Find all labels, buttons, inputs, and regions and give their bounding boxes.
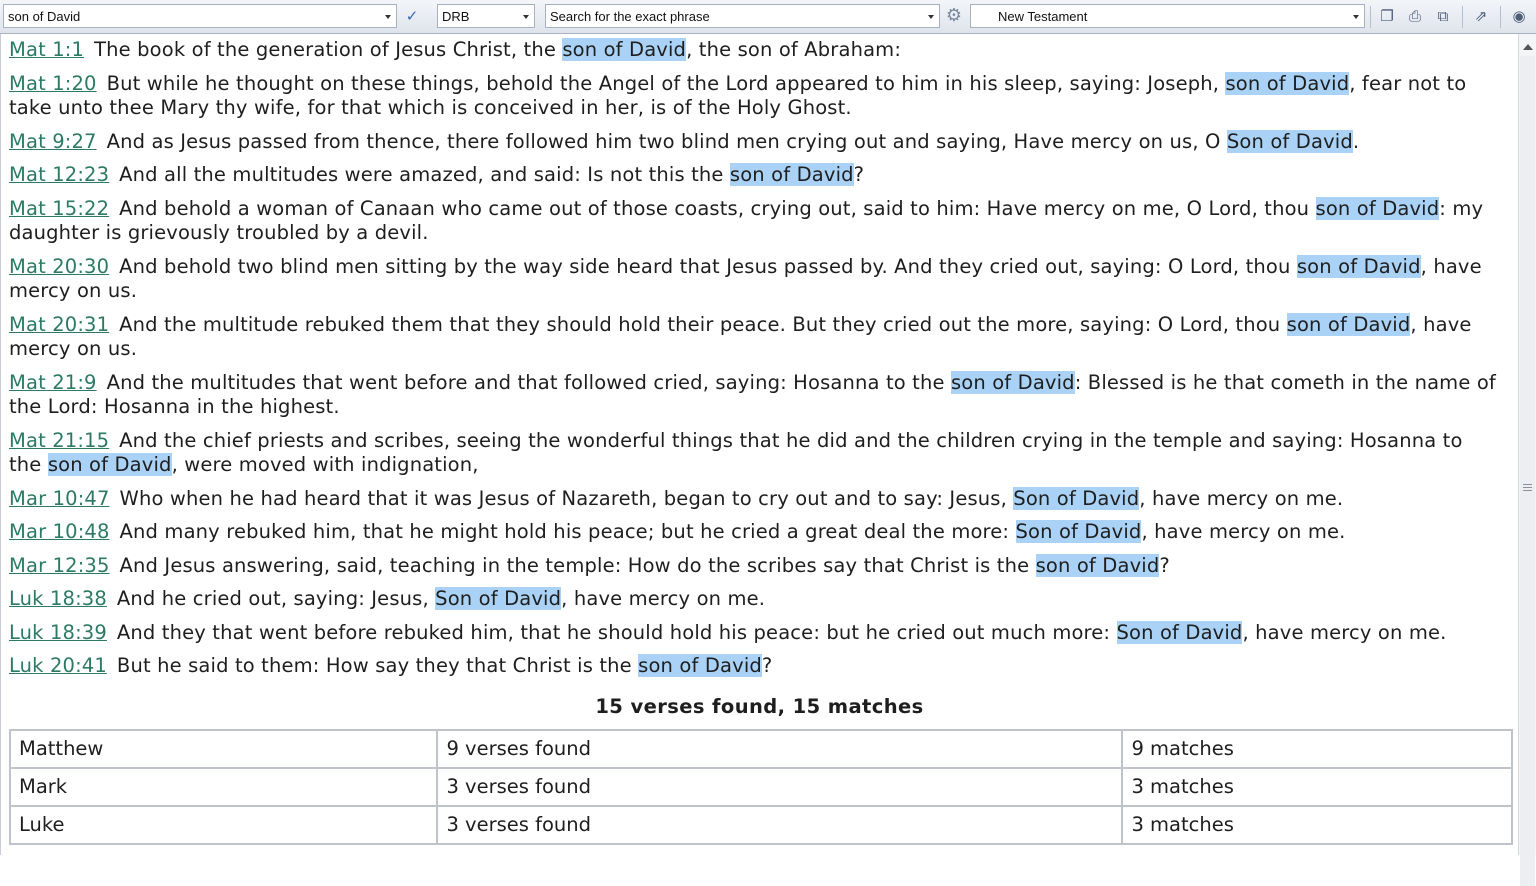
chevron-down-icon[interactable] bbox=[523, 15, 529, 19]
verse-item bbox=[9, 313, 1498, 362]
verse-text: . bbox=[1352, 129, 1360, 153]
scroll-up-arrow-icon[interactable] bbox=[1523, 44, 1533, 50]
scope-value: New Testament bbox=[998, 9, 1088, 24]
scrollbar-grip-icon bbox=[1523, 484, 1532, 492]
verse-item bbox=[9, 429, 1498, 478]
search-input[interactable] bbox=[3, 4, 397, 28]
verse-reference-link[interactable]: Mar 10:47 bbox=[9, 486, 110, 510]
verse-text: And they that went before rebuked him, that he should hold his peace: but he cried out much more: bbox=[116, 620, 1117, 644]
match-count-cell: 3 matches bbox=[1122, 806, 1512, 844]
search-match-highlight: son of David bbox=[47, 453, 172, 476]
verse-text: And the chief priests and scribes, seeing the wonderful things that he did and the children crying in the temple and saying: Hosanna to the bbox=[9, 428, 1463, 476]
search-mode-value: Search for the exact phrase bbox=[550, 9, 710, 24]
verse-text: And he cried out, saying: Jesus, bbox=[116, 587, 436, 610]
book-name-cell: Luke bbox=[10, 806, 437, 844]
verse-count-cell: 9 verses found bbox=[437, 730, 1122, 768]
verse-text: , the son of Abraham: bbox=[686, 38, 902, 61]
toolbar-separator bbox=[1370, 6, 1371, 28]
search-match-highlight: son of David bbox=[638, 654, 762, 677]
verse-reference-link[interactable]: Mat 1:1 bbox=[9, 38, 85, 61]
copy-verses-icon[interactable]: ❐ bbox=[1380, 6, 1394, 25]
verse-text: And all the multitudes were amazed, and said: Is not this the bbox=[119, 163, 730, 186]
verse-reference-link[interactable]: Luk 20:41 bbox=[9, 654, 107, 677]
search-results-pane bbox=[0, 34, 1518, 855]
verse-text: And the multitudes that went before and that followed cried, saying: Hosanna to the bbox=[106, 370, 951, 394]
verse-text: Who when he had heard that it was Jesus of Nazareth, began to cry out and to say: Jesus, bbox=[119, 486, 1014, 510]
verse-text: But while he thought on these things, behold the Angel of the Lord appeared to him in his sleep, saying: Joseph, bbox=[106, 71, 1226, 95]
verse-text: And the multitude rebuked them that they should hold their peace. But they cried out the more, saying: O Lord, thou bbox=[119, 312, 1287, 336]
search-match-highlight: son of David bbox=[1225, 71, 1350, 95]
table-row bbox=[10, 806, 1512, 844]
search-history-dropdown-icon[interactable] bbox=[385, 15, 391, 19]
copy-to-clipboard-icon[interactable]: ⧉ bbox=[1437, 6, 1449, 25]
verse-reference-link[interactable]: Mat 12:23 bbox=[9, 163, 110, 186]
verse-text: ? bbox=[853, 163, 865, 186]
verse-item bbox=[9, 163, 1498, 188]
search-match-highlight: Son of David bbox=[1116, 620, 1243, 644]
print-icon[interactable]: ⎙ bbox=[1408, 6, 1421, 25]
verse-text: , have mercy on me. bbox=[561, 587, 766, 610]
search-match-highlight: Son of David bbox=[435, 587, 562, 610]
verse-item bbox=[9, 371, 1498, 420]
verse-text: , have mercy on me. bbox=[1139, 486, 1344, 510]
chevron-down-icon[interactable] bbox=[928, 15, 934, 19]
table-row bbox=[10, 730, 1512, 768]
verse-item bbox=[9, 130, 1498, 155]
chevron-down-icon[interactable] bbox=[1353, 15, 1359, 19]
search-match-highlight: Son of David bbox=[1015, 520, 1142, 543]
verse-text: And Jesus answering, said, teaching in the temple: How do the scribes say that Christ is the bbox=[119, 553, 1036, 577]
search-match-highlight: son of David bbox=[1315, 196, 1440, 220]
verse-item bbox=[9, 487, 1498, 512]
verse-item bbox=[9, 621, 1498, 646]
search-mode-select[interactable] bbox=[545, 4, 940, 28]
search-match-highlight: son of David bbox=[729, 163, 854, 186]
scope-select[interactable] bbox=[970, 4, 1365, 28]
match-count-cell: 9 matches bbox=[1122, 730, 1512, 768]
gear-icon[interactable]: ⚙ bbox=[945, 5, 963, 26]
verse-text: , fear not to take unto thee Mary thy wife, for that which is conceived in her, is of the Holy Ghost. bbox=[9, 71, 1467, 119]
verse-reference-link[interactable]: Mat 20:31 bbox=[9, 312, 110, 336]
book-name-cell: Mark bbox=[10, 768, 437, 806]
verse-reference-link[interactable]: Luk 18:38 bbox=[9, 587, 107, 610]
toolbar-separator bbox=[1462, 6, 1463, 28]
verse-reference-link[interactable]: Mar 10:48 bbox=[9, 520, 110, 543]
search-match-highlight: son of David bbox=[1035, 553, 1160, 577]
verse-text: : my daughter is grievously troubled by a devil. bbox=[9, 196, 1484, 244]
verse-item bbox=[9, 255, 1498, 304]
verse-text: The book of the generation of Jesus Christ, the bbox=[94, 38, 563, 61]
verse-count-cell: 3 verses found bbox=[437, 768, 1122, 806]
spellcheck-icon[interactable]: ✓ bbox=[405, 6, 419, 25]
verse-text: , have mercy on us. bbox=[9, 254, 1482, 302]
verse-text: But he said to them: How say they that Christ is the bbox=[116, 654, 639, 677]
verse-item bbox=[9, 554, 1498, 579]
verse-item bbox=[9, 587, 1498, 612]
scrollbar-thumb[interactable] bbox=[1520, 56, 1535, 886]
results-summary: 15 verses found, 15 matches bbox=[595, 694, 924, 718]
vertical-scrollbar[interactable] bbox=[1518, 34, 1536, 855]
export-icon[interactable]: ⇗ bbox=[1474, 6, 1488, 25]
verse-text: : Blessed is he that cometh in the name of the Lord: Hosanna in the highest. bbox=[9, 370, 1496, 418]
search-match-highlight: son of David bbox=[562, 38, 687, 61]
search-match-highlight: Son of David bbox=[1226, 129, 1353, 153]
verse-reference-link[interactable]: Mat 21:15 bbox=[9, 428, 110, 452]
verse-reference-link[interactable]: Mat 1:20 bbox=[9, 71, 97, 95]
bible-version-select[interactable] bbox=[437, 4, 535, 28]
verse-item bbox=[9, 38, 1498, 63]
verse-item bbox=[9, 72, 1498, 121]
verse-item bbox=[9, 520, 1498, 545]
verse-reference-link[interactable]: Mat 20:30 bbox=[9, 254, 110, 278]
search-match-highlight: son of David bbox=[950, 370, 1075, 394]
verse-item bbox=[9, 654, 1498, 679]
verse-text: ? bbox=[761, 654, 773, 677]
verse-text: And many rebuked him, that he might hold his peace; but he cried a great deal the more: bbox=[119, 520, 1016, 543]
verse-reference-link[interactable]: Mat 15:22 bbox=[9, 196, 110, 220]
verse-list bbox=[1, 38, 1518, 679]
verse-count-cell: 3 verses found bbox=[437, 806, 1122, 844]
verse-text: , were moved with indignation, bbox=[171, 453, 479, 476]
verse-text: ? bbox=[1159, 553, 1170, 577]
verse-text: And behold two blind men sitting by the way side heard that Jesus passed by. And they cried out, saying: O Lord, thou bbox=[119, 254, 1297, 278]
toolbar-separator bbox=[1500, 6, 1501, 28]
verse-reference-link[interactable]: Mat 9:27 bbox=[9, 129, 97, 153]
search-match-highlight: Son of David bbox=[1013, 486, 1140, 510]
search-match-highlight: son of David bbox=[1286, 312, 1411, 336]
verse-text: , have mercy on me. bbox=[1242, 620, 1447, 644]
search-input-text: son of David bbox=[8, 9, 81, 24]
book-statistics-table bbox=[9, 729, 1513, 845]
verse-reference-link[interactable]: Luk 18:39 bbox=[9, 620, 107, 644]
search-toolbar bbox=[0, 0, 1536, 34]
find-icon[interactable]: ◉ bbox=[1512, 6, 1526, 25]
verse-reference-link[interactable]: Mat 21:9 bbox=[9, 370, 97, 394]
verse-text: And as Jesus passed from thence, there followed him two blind men crying out and saying, Have mercy on us, O bbox=[106, 129, 1227, 153]
verse-item bbox=[9, 197, 1498, 246]
match-count-cell: 3 matches bbox=[1122, 768, 1512, 806]
verse-text: , have mercy on us. bbox=[9, 312, 1472, 360]
verse-text: , have mercy on me. bbox=[1141, 520, 1346, 543]
bible-version-value: DRB bbox=[442, 9, 470, 24]
book-name-cell: Matthew bbox=[10, 730, 437, 768]
verse-reference-link[interactable]: Mar 12:35 bbox=[9, 553, 110, 577]
search-match-highlight: son of David bbox=[1296, 254, 1421, 278]
table-row bbox=[10, 768, 1512, 806]
verse-text: And behold a woman of Canaan who came out of those coasts, crying out, said to him: Have mercy on me, O Lord, thou bbox=[119, 196, 1316, 220]
